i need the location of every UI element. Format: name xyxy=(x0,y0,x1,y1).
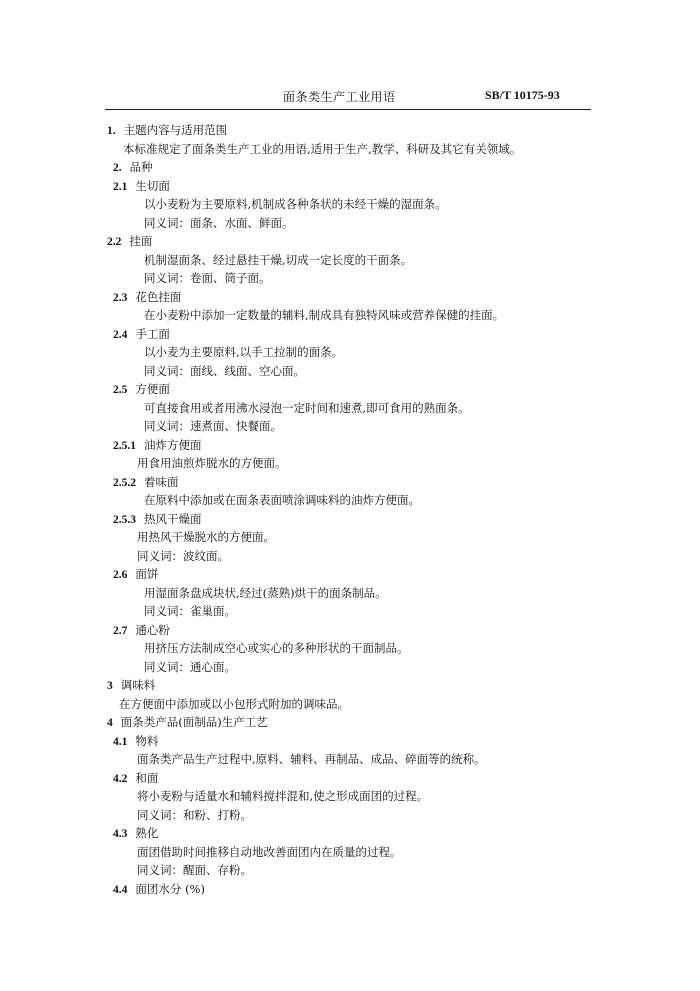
body-text-line xyxy=(0,602,700,621)
section-number: 2.1 xyxy=(113,180,128,193)
section-heading xyxy=(0,621,700,640)
body-text-line xyxy=(0,584,700,603)
section-label: 着味面 xyxy=(144,474,179,489)
section-heading xyxy=(0,121,700,140)
body-text-line xyxy=(0,251,700,270)
line-text: 同义词：雀巢面。 xyxy=(144,604,236,618)
document-title: 面条类生产工业用语 xyxy=(283,90,396,104)
section-label: 熟化 xyxy=(135,826,159,840)
section-number: 4.4 xyxy=(113,883,128,896)
section-label: 通心粉 xyxy=(135,622,170,637)
section-heading xyxy=(0,880,700,899)
section-number: 4 xyxy=(107,717,113,729)
body-text-line xyxy=(0,695,700,714)
body-text-line xyxy=(0,343,700,362)
section-heading xyxy=(0,158,700,177)
body-text-line xyxy=(0,750,700,769)
section-heading xyxy=(0,232,700,251)
section-heading xyxy=(0,436,700,455)
body-text-line xyxy=(0,362,700,381)
section-heading xyxy=(0,510,700,529)
section-label: 物料 xyxy=(135,733,159,748)
section-label: 挂面 xyxy=(129,234,153,248)
line-text: 以小麦为主要原料,以手工拉制的面条。 xyxy=(144,345,344,359)
section-number: 1. xyxy=(107,125,116,137)
body-text-line xyxy=(0,140,700,159)
section-label: 面饼 xyxy=(135,567,159,581)
section-number: 4.2 xyxy=(113,772,128,785)
body-text-line xyxy=(0,528,700,547)
section-heading xyxy=(0,676,700,695)
line-text: 同义词：波纹面。 xyxy=(137,548,229,563)
body-text-line xyxy=(0,547,700,566)
body-text-line xyxy=(0,195,700,214)
line-text: 以小麦粉为主要原料,机制成各种条状的未经干燥的湿面条。 xyxy=(144,197,447,211)
section-label: 和面 xyxy=(135,770,159,785)
section-label: 面团水分 (%) xyxy=(135,881,205,896)
section-label: 热风干燥面 xyxy=(144,511,202,526)
section-number: 3 xyxy=(107,680,113,692)
body-text-line xyxy=(0,399,700,418)
section-number: 2. xyxy=(113,162,122,174)
section-heading xyxy=(0,473,700,492)
line-text: 用食用油煎炸脱水的方便面。 xyxy=(137,456,287,470)
section-number: 4.3 xyxy=(113,828,128,840)
line-text: 在方便面中添加或以小包形式附加的调味品。 xyxy=(119,696,349,711)
section-heading xyxy=(0,565,700,584)
section-label: 手工面 xyxy=(135,326,170,341)
body-text-line xyxy=(0,269,700,288)
section-label: 面条类产品(面制品)生产工艺 xyxy=(120,715,268,729)
line-text: 用湿面条盘成块状,经过(蒸熟)烘干的面条制品。 xyxy=(144,585,387,600)
line-text: 同义词：醒面、存粉。 xyxy=(137,863,252,877)
body-text-line xyxy=(0,806,700,825)
section-number: 2.5 xyxy=(113,384,128,396)
line-text: 同义词：卷面、筒子面。 xyxy=(144,271,271,285)
line-text: 同义词：速煮面、快餐面。 xyxy=(144,419,282,433)
body-text-line xyxy=(0,843,700,862)
line-text: 在小麦粉中添加一定数量的辅料,制成具有独特风味或营养保健的挂面。 xyxy=(144,308,505,322)
section-heading xyxy=(0,769,700,788)
body-text-line xyxy=(0,491,700,510)
body-text-line xyxy=(0,658,700,677)
section-number: 2.5.1 xyxy=(113,439,136,452)
section-heading xyxy=(0,732,700,751)
line-text: 用热风干燥脱水的方便面。 xyxy=(137,530,275,544)
section-number: 2.5.3 xyxy=(113,513,136,526)
line-text: 同义词：通心面。 xyxy=(144,659,236,674)
line-text: 面条类产品生产过程中,原料、辅料、再制品、成品、碎面等的统称。 xyxy=(137,752,486,766)
section-label: 油炸方便面 xyxy=(144,437,202,452)
section-heading xyxy=(0,288,700,307)
section-heading xyxy=(0,824,700,843)
body-text-line xyxy=(0,214,700,233)
body-text-line xyxy=(0,454,700,473)
line-text: 同义词：面线、线面、空心面。 xyxy=(144,363,305,378)
section-heading xyxy=(0,713,700,732)
section-number: 2.6 xyxy=(113,569,128,581)
line-text: 在原料中添加或在面条表面喷涂调味料的油炸方便面。 xyxy=(144,493,420,507)
section-heading xyxy=(0,325,700,344)
body-text-line xyxy=(0,861,700,880)
standard-code: SB/T 10175-93 xyxy=(485,88,560,102)
line-text: 机制湿面条、经过悬挂干燥,切成一定长度的干面条。 xyxy=(144,252,413,267)
section-number: 2.2 xyxy=(107,236,122,248)
section-heading xyxy=(0,380,700,399)
section-number: 2.4 xyxy=(113,328,128,341)
section-number: 2.3 xyxy=(113,291,128,304)
document-body xyxy=(0,121,700,898)
body-text-line xyxy=(0,639,700,658)
line-text: 本标准规定了面条类生产工业的用语,适用于生产,教学、科研及其它有关领域。 xyxy=(123,141,522,156)
body-text-line xyxy=(0,787,700,806)
line-text: 同义词：面条、水面、鲜面。 xyxy=(144,215,294,230)
section-number: 2.7 xyxy=(113,624,128,637)
section-label: 调味料 xyxy=(120,678,156,692)
section-heading xyxy=(0,177,700,196)
line-text: 面团借助时间推移自动地改善面团内在质量的过程。 xyxy=(137,844,402,859)
section-label: 花色挂面 xyxy=(135,289,182,304)
section-label: 品种 xyxy=(129,160,153,174)
line-text: 同义词：和粉、打粉。 xyxy=(137,807,252,822)
section-number: 2.5.2 xyxy=(113,476,136,489)
section-label: 生切面 xyxy=(135,178,170,193)
body-text-line xyxy=(0,417,700,436)
header-rule xyxy=(105,109,591,110)
body-text-line xyxy=(0,306,700,325)
line-text: 用挤压方法制成空心或实心的多种形状的干面制品。 xyxy=(144,641,409,655)
section-number: 4.1 xyxy=(113,735,128,748)
section-label: 主题内容与适用范围 xyxy=(123,123,228,137)
line-text: 将小麦粉与适量水和辅料搅拌混和,使之形成面团的过程。 xyxy=(137,789,429,803)
line-text: 可直接食用或者用沸水浸泡一定时间和速煮,即可食用的熟面条。 xyxy=(144,400,470,415)
section-label: 方便面 xyxy=(135,382,170,396)
